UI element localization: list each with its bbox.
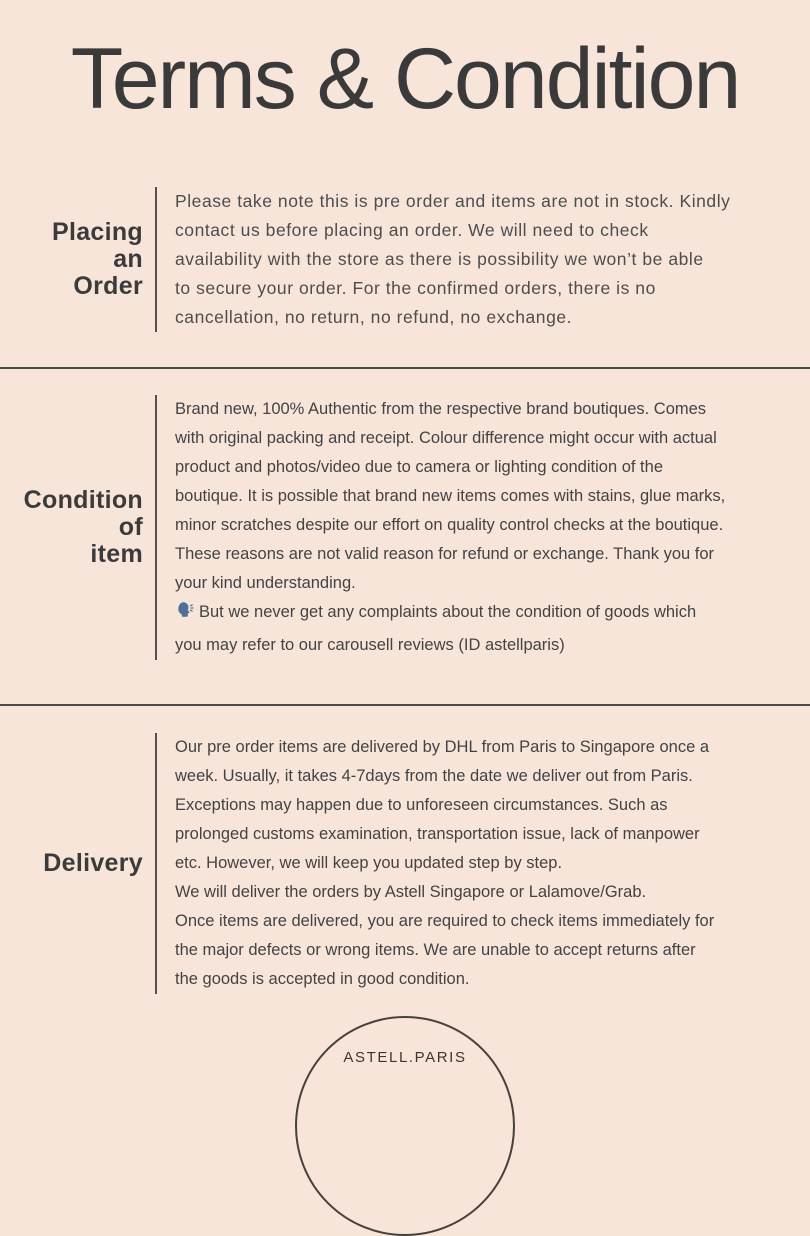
section-body-line: Our pre order items are delivered by DHL from Paris to Singapore once a (175, 738, 710, 756)
section-body-line: Please take note this is pre order and items are not in stock. Kindly (175, 191, 731, 211)
section-body-line: contact us before placing an order. We will need to check (175, 220, 649, 240)
section-body-line: availability with the store as there is possibility we won’t be able (175, 249, 704, 269)
section-body-line: prolonged customs examination, transportation issue, lack of manpower (175, 825, 700, 843)
section-body-line: the goods is accepted in good condition. (175, 970, 470, 988)
section-body-line: Brand new, 100% Authentic from the respective brand boutiques. Comes (175, 400, 707, 418)
section-label-line: item (90, 540, 143, 568)
section-body-line: you may refer to our carousell reviews (ID astellparis) (175, 636, 565, 654)
section-label (0, 733, 143, 994)
brand-stamp (295, 1016, 515, 1236)
section-body (157, 395, 810, 660)
section-body-line: We will deliver the orders by Astell Singapore or Lalamove/Grab. (175, 883, 647, 901)
section-body-line: with original packing and receipt. Colour difference might occur with actual (175, 429, 717, 447)
section-body-line: Once items are delivered, you are required to check items immediately for (175, 912, 715, 930)
terms-poster (0, 31, 810, 1236)
section-body-line: Exceptions may happen due to unforeseen circumstances. Such as (175, 796, 668, 814)
page-title: Terms & Condition (70, 31, 740, 127)
brand-name: ASTELL.PARIS (343, 1049, 467, 1066)
section-body-line: boutique. It is possible that brand new items comes with stains, glue marks, (175, 487, 726, 505)
section-condition-of-item (0, 395, 810, 660)
speaking-head-icon (175, 600, 196, 631)
sections-container (0, 187, 810, 994)
section-placing-an-order (0, 187, 810, 332)
section-body-line: But we never get any complaints about the condition of goods which (175, 598, 810, 631)
section-label-line: of (118, 513, 143, 541)
section-body-line: cancellation, no return, no refund, no exchange. (175, 307, 573, 327)
section-body-line: minor scratches despite our effort on quality control checks at the boutique. (175, 516, 724, 534)
section-label-line: Placing (51, 218, 143, 246)
section-delivery (0, 733, 810, 994)
section-label-line: Condition (23, 486, 143, 514)
section-body-line: the major defects or wrong items. We are unable to accept returns after (175, 941, 696, 959)
section-label (0, 187, 143, 332)
section-divider (0, 367, 810, 369)
section-body-line: These reasons are not valid reason for refund or exchange. Thank you for (175, 545, 715, 563)
section-body-line: your kind understanding. (175, 574, 356, 592)
section-label-line: Order (73, 272, 143, 300)
section-label (0, 395, 143, 660)
section-divider (0, 704, 810, 706)
section-label-line: an (113, 245, 143, 273)
section-label-line: Delivery (43, 849, 143, 877)
section-body-line: etc. However, we will keep you updated step by step. (175, 854, 563, 872)
section-body-line: to secure your order. For the confirmed orders, there is no (175, 278, 656, 298)
section-body-line: week. Usually, it takes 4-7days from the date we deliver out from Paris. (175, 767, 693, 785)
section-body (157, 733, 810, 994)
section-body-line: product and photos/video due to camera or lighting condition of the (175, 458, 663, 476)
section-body (157, 187, 810, 332)
